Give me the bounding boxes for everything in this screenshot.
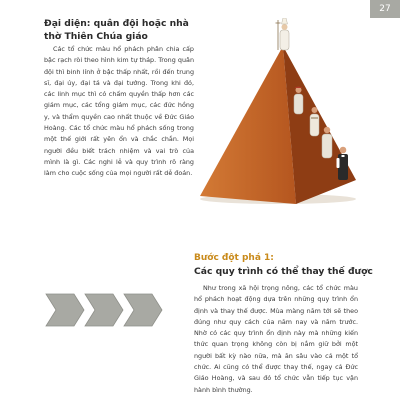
section-body	[194, 283, 358, 396]
section-heading: Đại diện: quân đội hoặc nhà thờ Thiên Chúa giáo	[44, 18, 189, 42]
chevron-icon	[46, 294, 84, 326]
section-body-text: Các tổ chức màu hổ phách phân chia cấp bậc rạch ròi theo hình kim tự tháp. Trong quân đội thì binh lính ở bậc thấp nhất, rồi đến trung sĩ, đại úy, đại tá và đại tướng. Trong khi đó, các linh mục thì có chấm quyền thấp hơn các giám mục, các tổng giám mục, các đức hồng y, và thẩm quyền cao nhất thuộc về Đức Giáo Hoàng. Các tổ chức màu hổ phách sống trong một thế giới rất yên ổn và chắc chắn. Mọi người đều biết trách nhiệm và vai trò của mình là gì. Các nghi lễ và quy trình rõ ràng làm cho cuộc sống của mọi người rất dễ đoán.	[44, 45, 194, 178]
section-body	[44, 44, 194, 180]
chevron-icon	[85, 294, 123, 326]
chevron-arrows	[44, 292, 164, 328]
pyramid-illustration	[198, 18, 358, 208]
section-heading: Các quy trình có thể thay thế được	[194, 266, 373, 277]
chevron-icon	[124, 294, 162, 326]
pyramid-left-face	[200, 46, 296, 204]
section-body-text: Như trong xã hội trọng nông, các tổ chức màu hổ phách hoạt động dựa trên những quy trình ổn định và thay thế được. Mùa màng năm tới sẽ theo đúng như quy cách của năm nay và năm trước. Nhờ có các quy trình ổn định này mà những kiến thức quan trọng không còn bị nắm giữ bởi một người bất kỳ nào nữa, mà ăn sâu vào cả một tổ chức. Ai cũng có thể được thay thế, ngay cả Đức Giáo Hoàng, và sau đó tổ chức vẫn tiếp tục vận hành bình thường.	[194, 284, 358, 394]
section-kicker: Bước đột phá 1:	[194, 253, 274, 263]
pope-figure	[276, 18, 290, 50]
page-number: 27	[370, 0, 400, 18]
